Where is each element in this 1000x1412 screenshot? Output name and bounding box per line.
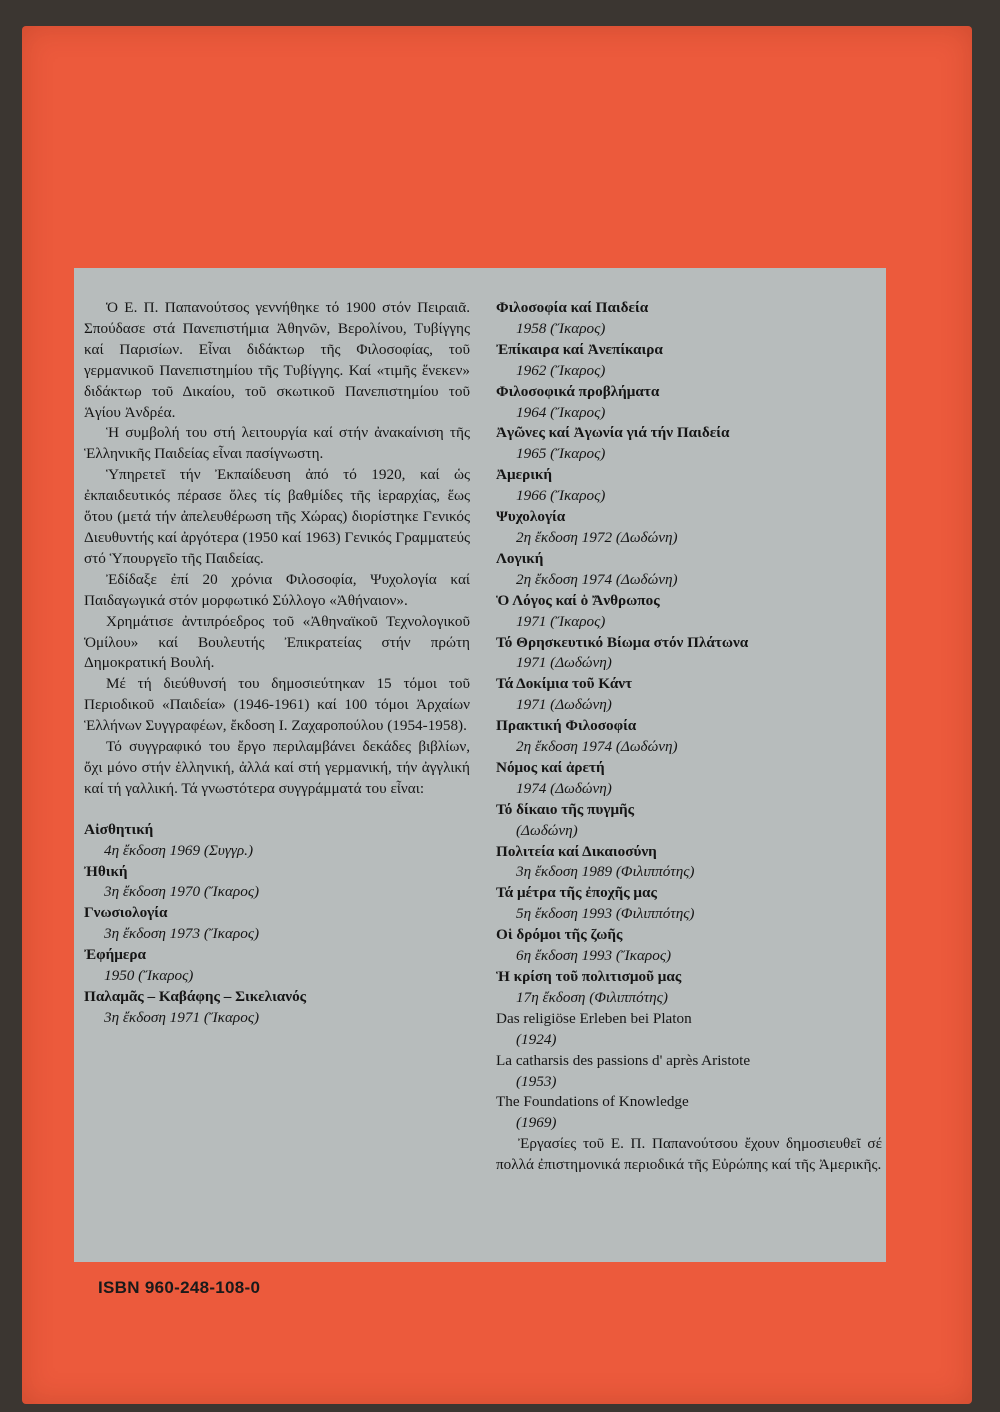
work-title: Φιλοσοφικά προβλήματα: [496, 382, 660, 400]
work-edition: 1958 (Ἴκαρος): [516, 319, 606, 337]
work-title: Τό δίκαιο τῆς πυγμῆς: [496, 800, 635, 818]
work-title: The Foundations of Knowledge: [496, 1093, 689, 1111]
work-edition: (1924): [516, 1030, 557, 1048]
left-column: [84, 298, 470, 1029]
work-title: Das religiöse Erleben bei Platon: [496, 1009, 692, 1027]
work-entry: [84, 945, 470, 987]
work-entry: [496, 716, 882, 758]
work-entry: [496, 633, 882, 675]
work-entry: [496, 842, 882, 884]
work-edition: 2η ἔκδοση 1974 (Δωδώνη): [516, 738, 678, 756]
work-edition: 1971 (Ἴκαρος): [516, 612, 606, 630]
work-edition: 1971 (Δωδώνη): [516, 654, 612, 672]
info-panel: [74, 268, 886, 1262]
work-title: Ψυχολογία: [496, 508, 566, 526]
work-edition: 1965 (Ἴκαρος): [516, 445, 606, 463]
work-title: Οἱ δρόμοι τῆς ζωῆς: [496, 926, 623, 944]
bio-paragraph: Χρημάτισε ἀντιπρόεδρος τοῦ «Ἀθηναϊκοῦ Τεχνολογικοῦ Ὁμίλου» καί Βουλευτής Ἐπικρατείας στήν πρώτη Δημοκρατική Βουλή.: [84, 612, 470, 672]
work-title: Ἀμερική: [496, 466, 552, 484]
work-edition: 3η ἔκδοση 1973 (Ἴκαρος): [104, 925, 260, 943]
bio-paragraph: Ἐδίδαξε ἐπί 20 χρόνια Φιλοσοφία, Ψυχολογία καί Παιδαγωγικά στόν μορφωτικό Σύλλογο «Ἀθήναιον».: [84, 570, 470, 609]
work-edition: 4η ἔκδοση 1969 (Συγγρ.): [104, 841, 254, 859]
work-entry: [496, 800, 882, 842]
work-edition: 2η ἔκδοση 1974 (Δωδώνη): [516, 570, 678, 588]
works-list-foreign: [496, 1009, 882, 1134]
work-edition: 3η ἔκδοση 1970 (Ἴκαρος): [104, 883, 260, 901]
work-edition: 17η ἔκδοση (Φιλιππότης): [516, 988, 668, 1006]
work-title: Πρακτική Φιλοσοφία: [496, 717, 637, 735]
work-title: Λογική: [496, 549, 544, 567]
work-edition: 1966 (Ἴκαρος): [516, 487, 606, 505]
work-entry: [496, 423, 882, 465]
work-entry: [84, 903, 470, 945]
work-title: Ἀγῶνες καί Ἀγωνία γιά τήν Παιδεία: [496, 424, 730, 442]
work-edition: 2η ἔκδοση 1972 (Δωδώνη): [516, 528, 678, 546]
bio-paragraph: Τό συγγραφικό του ἔργο περιλαμβάνει δεκάδες βιβλίων, ὄχι μόνο στήν ἑλληνική, ἀλλά καί στή γερμανική, τήν ἀγγλική καί τή γαλλική. Τά γνωστότερα συγγράμματά του εἶναι:: [84, 738, 470, 797]
work-edition: 3η ἔκδοση 1989 (Φιλιππότης): [516, 863, 695, 881]
work-entry: [496, 967, 882, 1009]
work-title: Τά Δοκίμια τοῦ Κάντ: [496, 675, 633, 693]
work-entry: [496, 883, 882, 925]
work-edition: 3η ἔκδοση 1971 (Ἴκαρος): [104, 1008, 260, 1026]
work-entry: [84, 987, 470, 1029]
work-edition: 1962 (Ἴκαρος): [516, 361, 606, 379]
closing-note: Ἐργασίες τοῦ Ε. Π. Παπανούτσου ἔχουν δημοσιευθεῖ σέ πολλά ἐπιστημονικά περιοδικά τῆς Εὐρώπης καί τῆς Ἀμερικῆς.: [496, 1135, 882, 1174]
work-entry: [496, 1051, 882, 1093]
works-list-right: [496, 298, 882, 1009]
work-entry: [496, 758, 882, 800]
work-title: Τά μέτρα τῆς ἐποχῆς μας: [496, 884, 657, 902]
work-entry: [496, 1009, 882, 1051]
work-edition: 1974 (Δωδώνη): [516, 779, 612, 797]
work-entry: [496, 382, 882, 424]
isbn-label: ISBN 960-248-108-0: [98, 1278, 261, 1297]
work-entry: [496, 1092, 882, 1134]
work-title: La catharsis des passions d' après Aristote: [496, 1051, 751, 1069]
work-entry: [496, 674, 882, 716]
work-entry: [84, 820, 470, 862]
bio-paragraph: Μέ τή διεύθυνσή του δημοσιεύτηκαν 15 τόμοι τοῦ Περιοδικοῦ «Παιδεία» (1946-1961) καί 100 τόμοι Ἀρχαίων Ἑλλήνων Συγγραφέων, ἔκδοση Ι. Ζαχαροπούλου (1954-1958).: [84, 675, 470, 735]
work-entry: [496, 507, 882, 549]
work-title: Παλαμᾶς – Καβάφης – Σικελιανός: [84, 988, 307, 1005]
work-entry: [84, 862, 470, 904]
work-entry: [496, 549, 882, 591]
work-entry: [496, 298, 882, 340]
work-edition: 6η ἔκδοση 1993 (Ἴκαρος): [516, 947, 672, 965]
work-entry: [496, 925, 882, 967]
work-entry: [496, 465, 882, 507]
work-entry: [496, 340, 882, 382]
work-edition: (1969): [516, 1114, 557, 1132]
work-title: Ἐφήμερα: [84, 946, 146, 964]
bio-paragraph: Ἡ συμβολή του στή λειτουργία καί στήν ἀνακαίνιση τῆς Ἑλληνικῆς Παιδείας εἶναι πασίγνωστη.: [84, 424, 470, 463]
bio-paragraph: Ὁ Ε. Π. Παπανούτσος γεννήθηκε τό 1900 στόν Πειραιᾶ. Σπούδασε στά Πανεπιστήμια Ἀθηνῶν, Βερολίνου, Τυβίγγης καί Παρισίων. Εἶναι διδάκτωρ τῆς Φιλοσοφίας, τοῦ γερμανικοῦ Πανεπιστημίου τῆς Τυβίγγης. Καί «τιμῆς ἕνεκεν» διδάκτωρ τοῦ Δικαίου, τοῦ σκωτικοῦ Πανεπιστημίου τοῦ Ἁγίου Ἀνδρέα.: [84, 299, 470, 421]
bio-paragraph: Ὑπηρετεῖ τήν Ἐκπαίδευση ἀπό τό 1920, καί ὡς ἐκπαιδευτικός πέρασε ὅλες τίς βαθμίδες τῆς ἱεραρχίας, ἕως ὅτου (μετά τήν ἀπελευθέρωση τῆς Χώρας) διορίστηκε Γενικός Διευθυντής καί ἀργότερα (1950 καί 1963) Γενικός Γραμματεύς στό Ὑπουργεῖο τῆς Παιδείας.: [84, 466, 470, 567]
work-title: Πολιτεία καί Δικαιοσύνη: [496, 842, 657, 860]
work-title: Ἠθική: [84, 862, 128, 880]
work-title: Αἰσθητική: [84, 820, 154, 838]
work-edition: (Δωδώνη): [516, 821, 578, 839]
work-title: Φιλοσοφία καί Παιδεία: [496, 299, 649, 316]
works-list-left: [84, 820, 470, 1029]
work-edition: (1953): [516, 1072, 557, 1090]
work-edition: 1971 (Δωδώνη): [516, 696, 612, 714]
author-bio: [84, 298, 470, 800]
work-title: Ὁ Λόγος καί ὁ Ἄνθρωπος: [496, 591, 660, 609]
work-edition: 5η ἔκδοση 1993 (Φιλιππότης): [516, 905, 695, 923]
work-title: Νόμος καί ἀρετή: [496, 758, 605, 776]
work-title: Τό Θρησκευτικό Βίωμα στόν Πλάτωνα: [496, 633, 749, 651]
work-edition: 1964 (Ἴκαρος): [516, 403, 606, 421]
work-title: Γνωσιολογία: [84, 904, 168, 922]
work-entry: [496, 591, 882, 633]
work-title: Ἐπίκαιρα καί Ἀνεπίκαιρα: [496, 340, 663, 358]
right-column: [496, 298, 882, 1176]
work-title: Ἡ κρίση τοῦ πολιτισμοῦ μας: [496, 968, 682, 985]
work-edition: 1950 (Ἴκαρος): [104, 967, 194, 985]
